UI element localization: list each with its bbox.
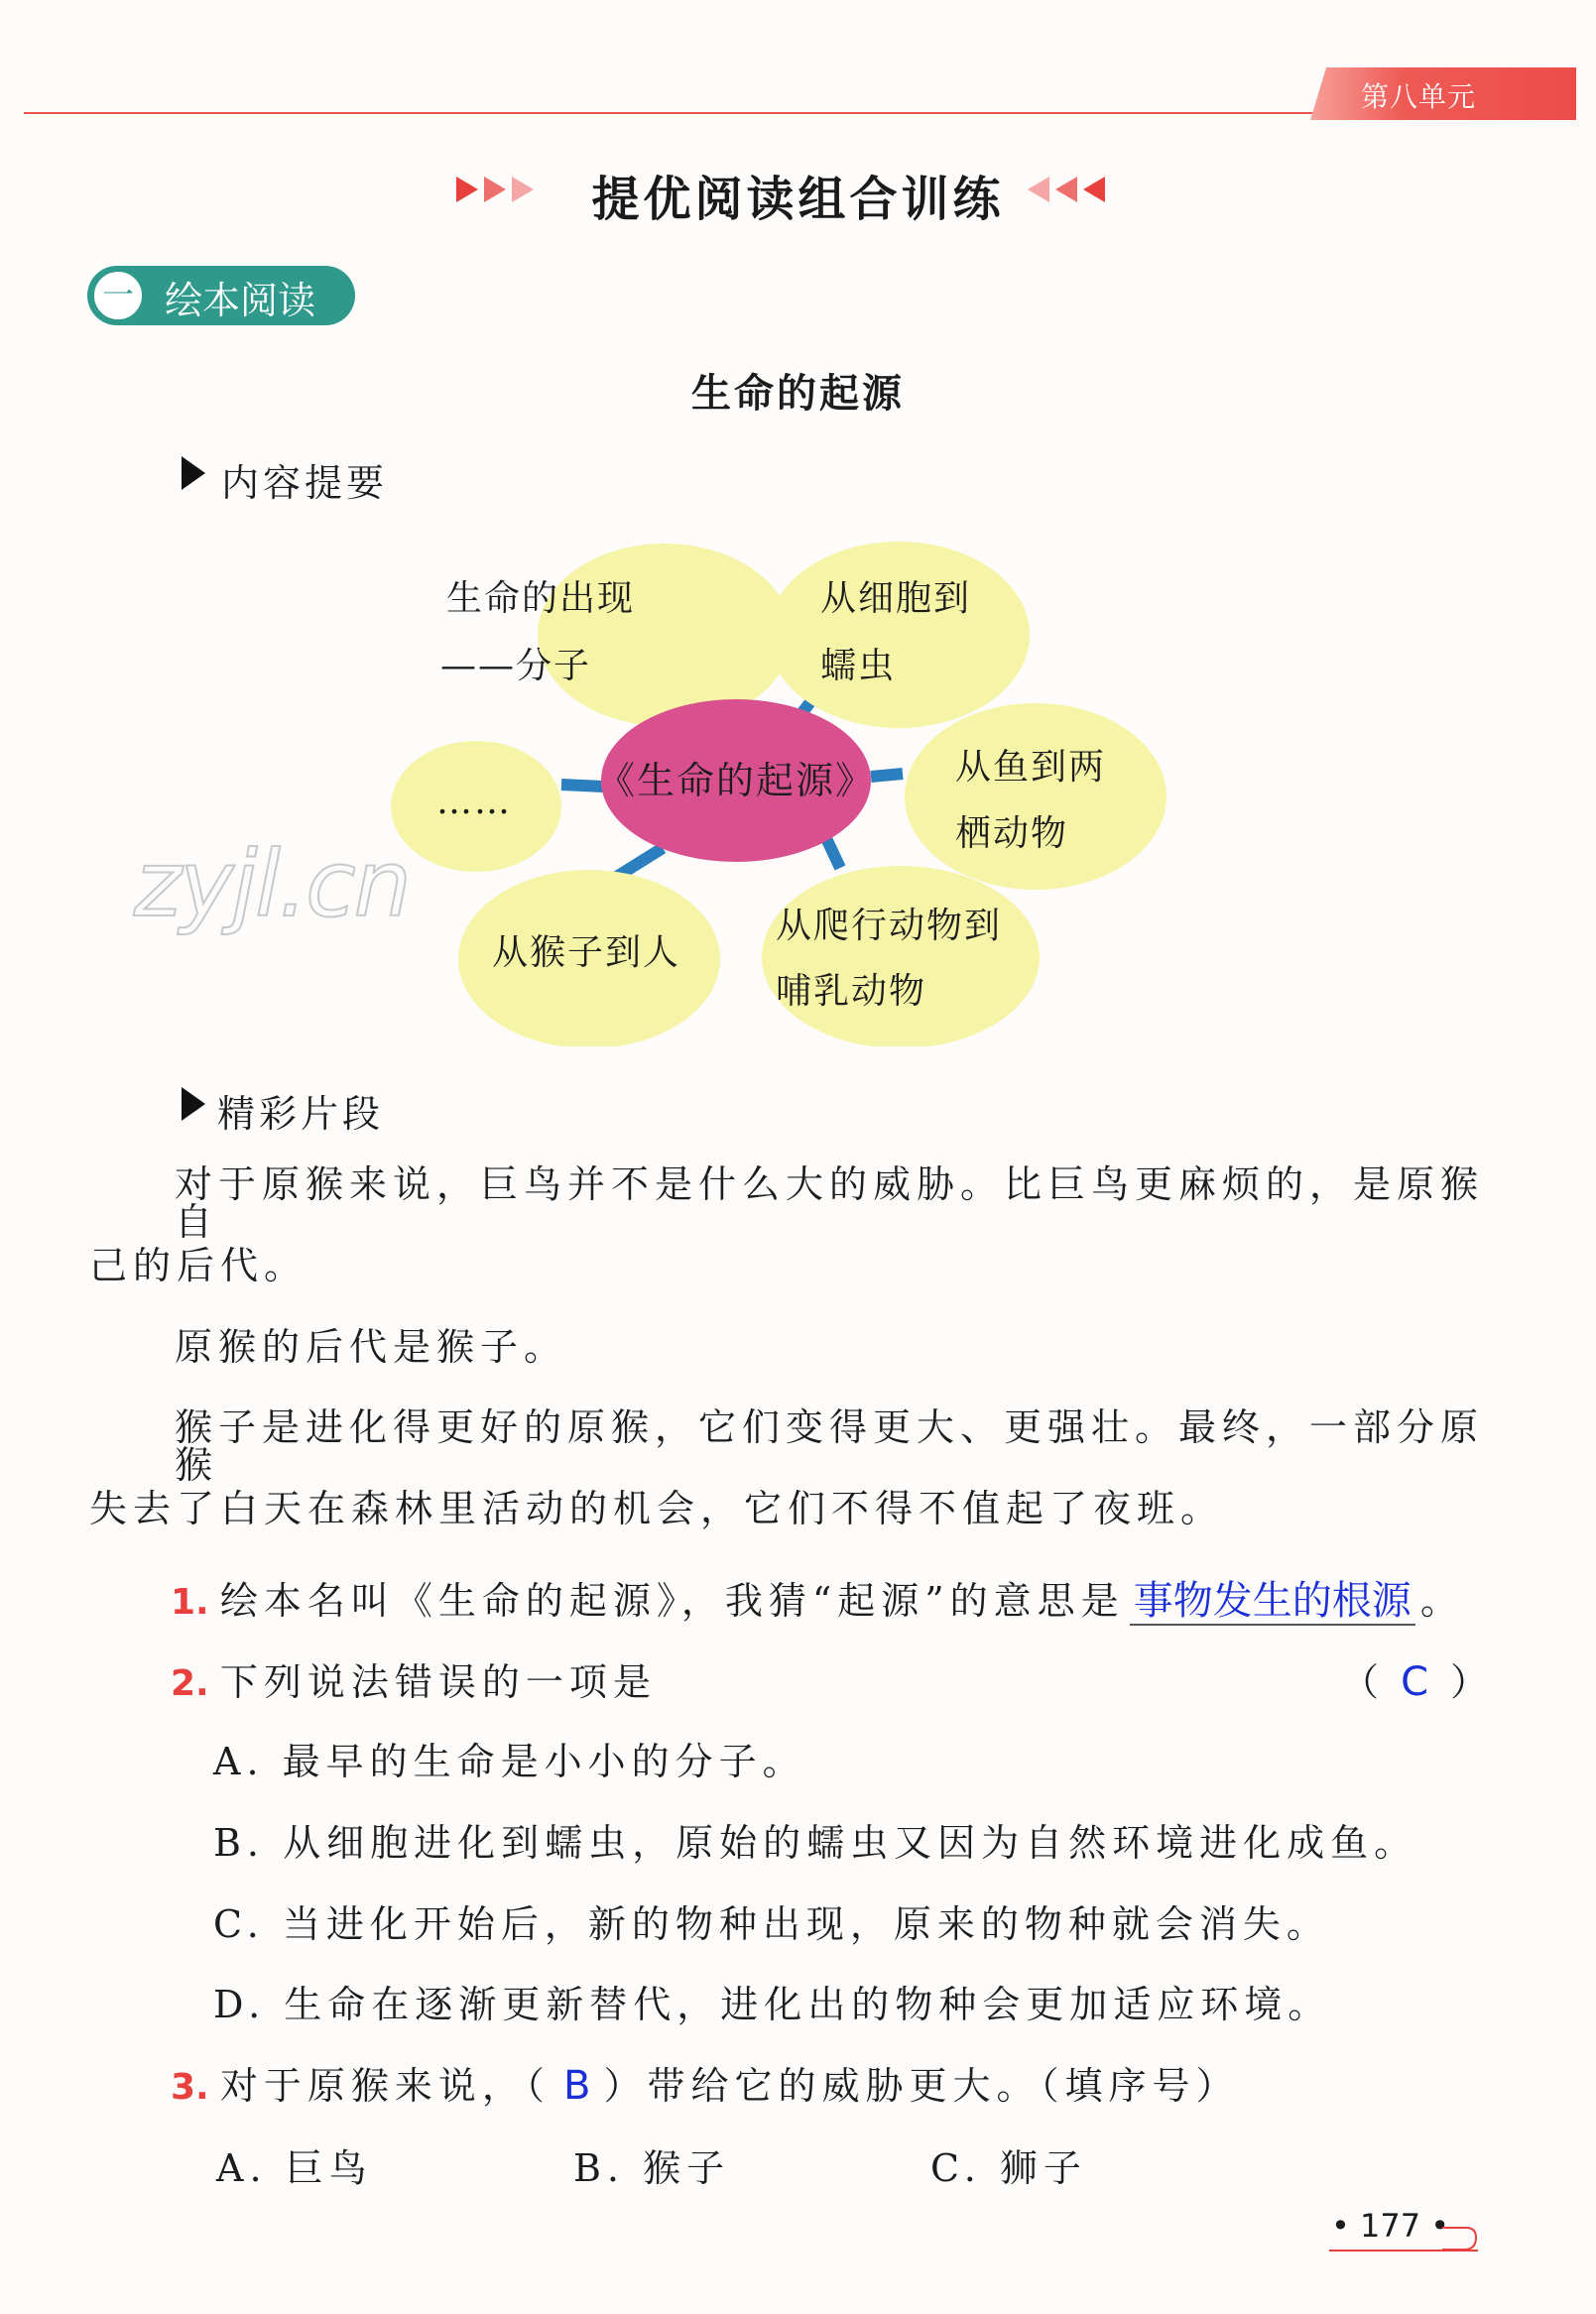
node-ellipse xyxy=(768,542,1030,728)
connector xyxy=(871,774,903,777)
unit-label: 第八单元 xyxy=(1361,80,1477,113)
node-label: 从鱼到两 xyxy=(955,747,1107,788)
title-arrows-right xyxy=(1028,177,1105,202)
story-title: 生命的起源 xyxy=(691,371,905,417)
paragraph: 己的后代。 xyxy=(89,1244,308,1287)
option-item: A. 巨鸟 xyxy=(216,2146,373,2190)
page-curl-icon xyxy=(1440,2222,1480,2253)
arrow-left-icon xyxy=(1028,177,1049,202)
node-label: …… xyxy=(436,782,512,822)
node-ellipse xyxy=(905,703,1166,890)
arrow-left-icon xyxy=(1055,177,1077,202)
node-ellipse xyxy=(538,544,792,726)
option-item: C. 当进化开始后，新的物种出现，原来的物种就会消失。 xyxy=(213,1902,1330,1946)
node-label: 从细胞到 xyxy=(820,578,972,619)
page-title: 提优阅读组合训练 xyxy=(591,172,1005,227)
node-label: 从爬行动物到 xyxy=(776,906,1003,946)
paragraph: 猴子是进化得更好的原猴，它们变得更大、更强壮。最终，一部分原猴 xyxy=(175,1405,1485,1487)
option-item: D. 生命在逐渐更新替代，进化出的物种会更加适应环境。 xyxy=(213,1983,1332,2026)
paren-open: （ xyxy=(1341,1660,1380,1704)
question-3 xyxy=(171,2055,1240,2110)
option-item: B. 从细胞进化到蠕虫，原始的蠕虫又因为自然环境进化成鱼。 xyxy=(213,1821,1418,1865)
connector xyxy=(825,836,840,868)
question-1 xyxy=(171,1569,1464,1626)
section-number: 一 xyxy=(101,276,134,313)
option-item: C. 狮子 xyxy=(930,2146,1087,2190)
node-label: 栖动物 xyxy=(955,813,1069,854)
node-label: ——分子 xyxy=(440,646,592,686)
node-ellipse xyxy=(762,866,1040,1046)
node-label: 哺乳动物 xyxy=(776,971,927,1012)
question-number: 2. xyxy=(171,1663,209,1704)
summary-heading-text: 内容提要 xyxy=(221,461,389,505)
paragraph: 失去了白天在森林里活动的机会，它们不得不值起了夜班。 xyxy=(89,1487,1225,1530)
option-item: A. 最早的生命是小小的分子。 xyxy=(213,1740,806,1783)
arrow-left-icon xyxy=(1083,177,1105,202)
node-label: 生命的出现 xyxy=(446,578,636,619)
answer-choice[interactable]: B xyxy=(562,2063,591,2109)
mindmap-diagram xyxy=(377,531,1190,1046)
option-item: B. 猴子 xyxy=(573,2146,731,2190)
paren-close: ） xyxy=(1450,1660,1489,1704)
center-label: 《生命的起源》 xyxy=(596,759,876,802)
answer-blank[interactable]: 事物发生的根源 xyxy=(1130,1578,1415,1626)
excerpt-heading-text: 精彩片段 xyxy=(217,1092,385,1136)
page-number: • 177 • xyxy=(1331,2207,1450,2245)
question-number: 3. xyxy=(171,2067,209,2108)
question-text: 下列说法错误的一项是 xyxy=(219,1660,657,1704)
question-text: ）带给它的威胁更大。（填序号） xyxy=(603,2064,1240,2108)
question-text: 对于原猴来说，（ xyxy=(219,2064,551,2108)
triangle-bullet-icon xyxy=(182,1087,205,1121)
triangle-bullet-icon xyxy=(182,456,205,490)
paragraph: 对于原猴来说，巨鸟并不是什么大的威胁。比巨鸟更麻烦的，是原猴自 xyxy=(175,1162,1485,1244)
answer-bracket xyxy=(1341,1651,1488,1706)
node-label: 蠕虫 xyxy=(820,646,897,686)
question-text: 绘本名叫《生命的起源》，我猜“起源”的意思是 xyxy=(219,1579,1125,1623)
section-label: 绘本阅读 xyxy=(165,279,316,322)
node-label: 从猴子到人 xyxy=(492,932,681,973)
question-2 xyxy=(171,1651,657,1706)
question-number: 1. xyxy=(171,1582,209,1623)
watermark: zyjl.cn xyxy=(134,831,410,937)
answer-choice[interactable]: C xyxy=(1401,1659,1429,1705)
question-text-end: 。 xyxy=(1419,1579,1464,1623)
paragraph: 原猴的后代是猴子。 xyxy=(175,1325,568,1369)
